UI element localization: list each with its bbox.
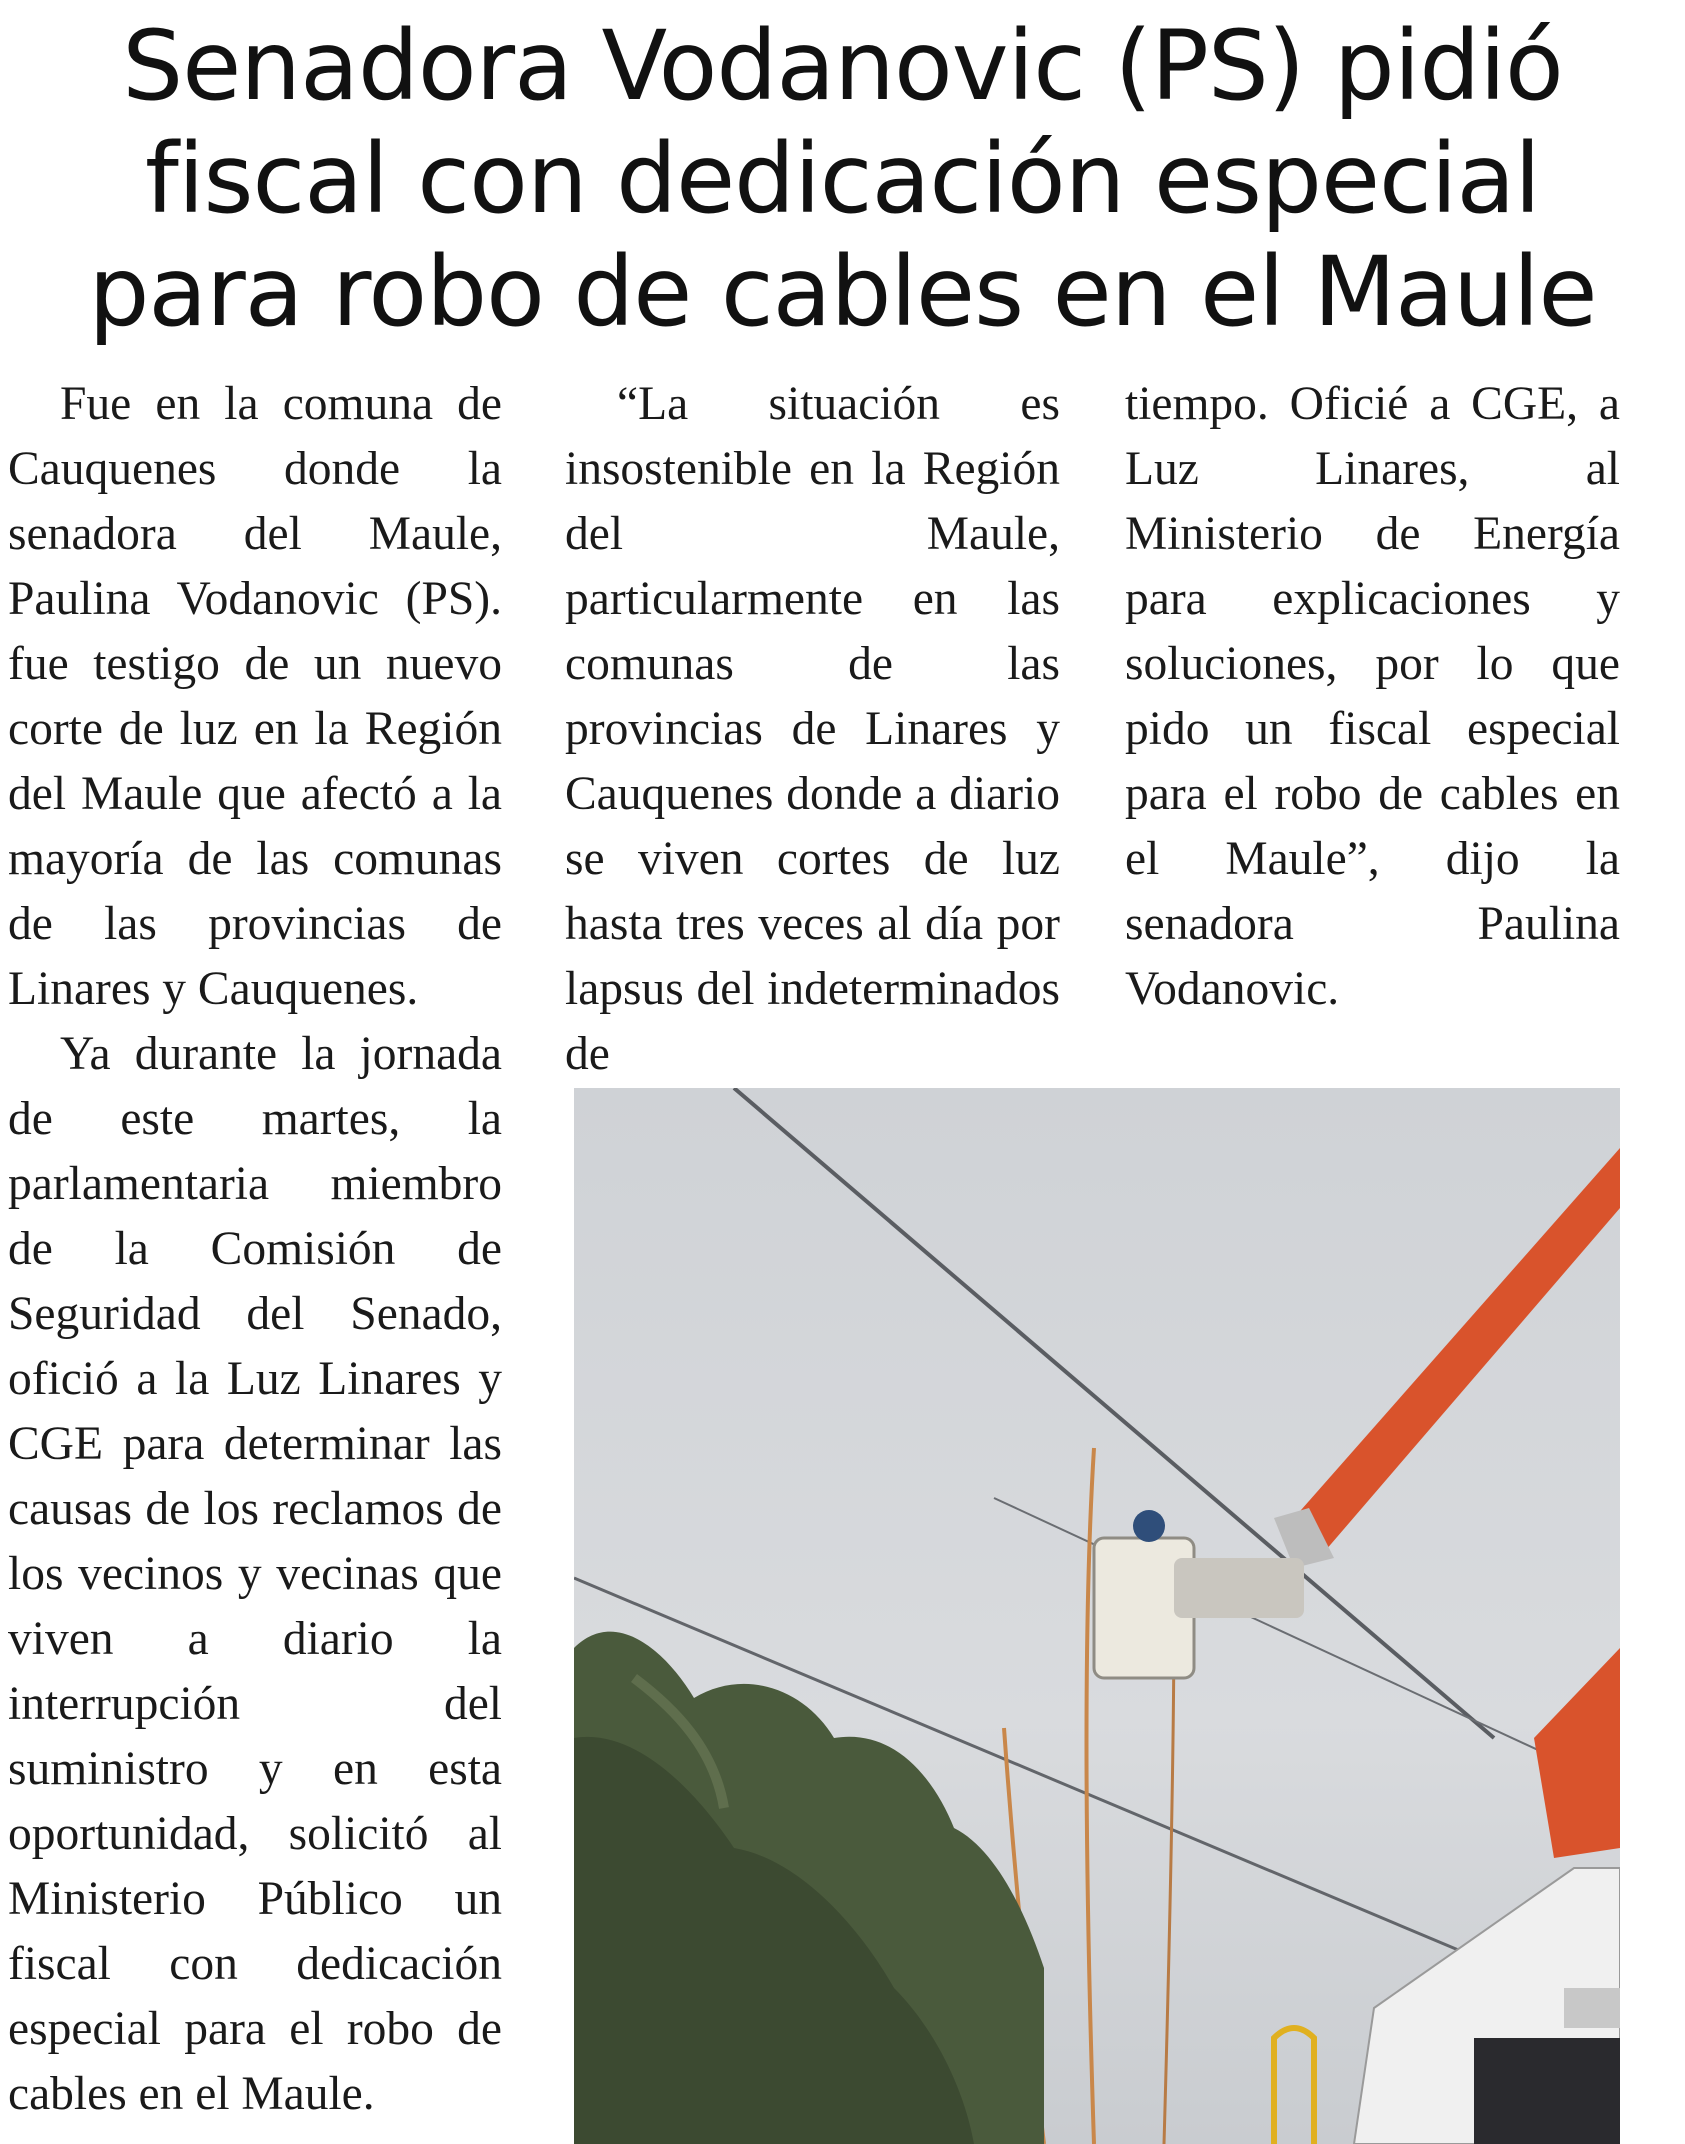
article-paragraph: “La situación es insostenible en la Región del Maule, particularmente en las comunas de las provincias de Linares y Cauquenes donde a diario se viven cortes de luz hasta tres veces al día por lapsus del indeterminados de <box>565 378 1060 1080</box>
news-photo <box>574 1088 1620 2144</box>
article-paragraph: Fue en la comuna de Cauquenes donde la senadora del Maule, Paulina Vodanovic (PS). fue testigo de un nuevo corte de luz en la Región del Maule que afectó a la mayoría de las comunas de las provincias de Linares y Cauquenes. <box>8 378 502 1015</box>
worker <box>1133 1510 1165 1542</box>
news-photo-illustration <box>574 1088 1620 2144</box>
truck-equipment <box>1564 1988 1620 2028</box>
article-paragraph: tiempo. Oficié a CGE, a Luz Linares, al Ministerio de Energía para explicaciones y soluciones, por lo que pido un fiscal especial para el robo de cables en el Maule”, dijo la senadora Paulina Vodanovic. <box>1125 378 1620 1015</box>
bucket-arm <box>1174 1558 1304 1618</box>
truck-cab <box>1474 2038 1620 2144</box>
article-column-1 <box>8 372 502 2144</box>
article-paragraph: Ya durante la jornada de este martes, la parlamentaria miembro de la Comisión de Seguridad del Senado, ofició a la Luz Linares y CGE para determinar las causas de los reclamos de los vecinos y vecinas que viven a diario la interrupción del suministro y en esta oportunidad, solicitó al Ministerio Público un fiscal con dedicación especial para el robo de cables en el Maule. <box>8 1028 502 2120</box>
article-column-3 <box>1125 372 1620 1022</box>
headline-line-1: Senadora Vodanovic (PS) pidió <box>122 10 1563 122</box>
article-column-2 <box>565 372 1060 1087</box>
headline-line-2: fiscal con dedicación especial <box>145 123 1540 235</box>
headline <box>0 10 1685 349</box>
headline-line-3: para robo de cables en el Maule <box>88 236 1597 348</box>
